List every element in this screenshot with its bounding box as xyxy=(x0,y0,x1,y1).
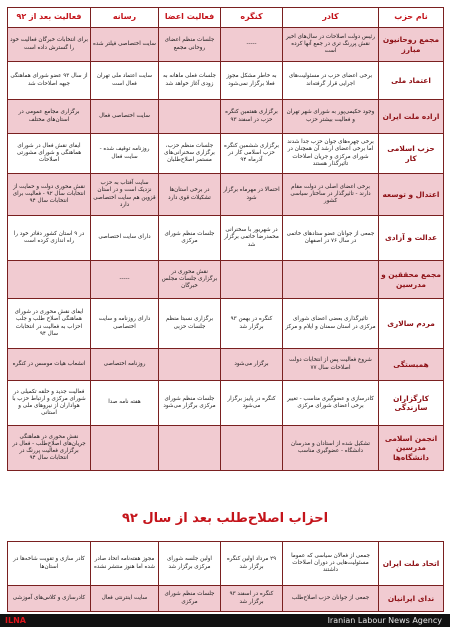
party-name: مجمع روحانیون مبارز xyxy=(379,28,444,62)
party-name: اراده ملت ایران xyxy=(379,100,444,134)
cell-cadre: وجود حکیمی‌پور به شورای شهر تهران و فعالیت بیشتر حزب xyxy=(283,100,379,134)
party-name: اعتدال و توسعه xyxy=(379,174,444,216)
party-name: حزب اسلامی کار xyxy=(379,134,444,174)
cell-after92: نقش محوری در هماهنگی جریان‌های اصلاح‌طلب - فعال در برگزاری فعالیت پررنگ در انتخابات سال ۹۴ xyxy=(8,426,91,471)
table-row xyxy=(8,586,444,612)
party-name: مردم سالاری xyxy=(379,299,444,349)
party-name: اتحاد ملت ایران xyxy=(379,542,444,586)
cell-members: در برخی استان‌ها تشکیلات قوی دارد xyxy=(159,174,221,216)
table-row xyxy=(8,542,444,586)
cell-cadre: شروع فعالیت پس از انتخابات دولت اصلاحات سال ۷۷ xyxy=(283,349,379,381)
cell-congress: به خاطر مشکل مجوز فعلا برگزار نمی‌شود xyxy=(221,62,283,100)
party-name: کارگزاران سازندگی xyxy=(379,381,444,426)
cell-cadre: کادرسازی و عضوگیری مناسب - تغییر برخی اعضای شورای مرکزی xyxy=(283,381,379,426)
header-members: فعالیت اعضا xyxy=(159,8,221,28)
cell-members: جلسات منظم شورای مرکزی xyxy=(159,216,221,261)
cell-congress: ۲۹ مرداد اولین کنگره برگزار شد xyxy=(221,542,283,586)
new-parties-table xyxy=(7,541,444,612)
cell-congress: در شهریور با سخنرانی محمدرضا خاتمی برگزار شد xyxy=(221,216,283,261)
header-congress: کنگره xyxy=(221,8,283,28)
cell-members: جلسات منظم شورای مرکزی برگزار می‌شود xyxy=(159,381,221,426)
cell-members: جلسات منظم شورای مرکزی xyxy=(159,586,221,612)
section-title: احزاب اصلاح‌طلب بعد از سال ۹۲ xyxy=(121,511,329,526)
cell-cadre: جمعی از جوانان عضو ستادهای خاتمی در سال ۷۶ در اصفهان xyxy=(283,216,379,261)
cell-cadre: رئیس دولت اصلاحات در سال‌های اخیر نقش پررنگ تری در جمع آنها کرده است xyxy=(283,28,379,62)
agency-name: Iranian Labour News Agency xyxy=(327,616,442,625)
table-row xyxy=(8,349,444,381)
cell-after92: ایفای نقش محوری در شورای هماهنگی اصلاح طلب و جلب احزاب به فعالیت در انتخابات سال ۹۴ xyxy=(8,299,91,349)
parties-table xyxy=(7,7,444,471)
party-name: عدالت و آزادی xyxy=(379,216,444,261)
cell-cadre: برخی اعضای حزب در مسئولیت‌های اجرایی قرار گرفته‌اند xyxy=(283,62,379,100)
table-row xyxy=(8,261,444,299)
footer-bar xyxy=(0,614,450,627)
table-row xyxy=(8,134,444,174)
cell-after92: برگزاری مجامع عمومی در استان‌های مختلف xyxy=(8,100,91,134)
cell-congress: ----- xyxy=(221,28,283,62)
table-header-row xyxy=(8,8,444,28)
cell-members xyxy=(159,349,221,381)
cell-congress: برگزاری هفتمین کنگره حزب در اسفند ۹۳ xyxy=(221,100,283,134)
cell-members xyxy=(159,426,221,471)
cell-media xyxy=(91,426,159,471)
cell-media: سایت اینترنتی فعال xyxy=(91,586,159,612)
table-row xyxy=(8,216,444,261)
table-row xyxy=(8,62,444,100)
table-row xyxy=(8,381,444,426)
cell-media: سایت اعتماد ملی تهران فعال است xyxy=(91,62,159,100)
cell-after92: در ۹ استان کشور دفاتر خود را راه اندازی کرده است xyxy=(8,216,91,261)
cell-after92 xyxy=(8,261,91,299)
cell-congress: برگزاری ششمین کنگره حزب اسلامی کار در آذرماه ۹۴ xyxy=(221,134,283,174)
cell-cadre: جمعی از فعالان سیاسی که عموما مسئولیت‌هایی در دوران اصلاحات داشتند xyxy=(283,542,379,586)
cell-members: برگزاری نسبتا منظم جلسات حزبی xyxy=(159,299,221,349)
cell-after92: کادرسازی و کلاس‌های آموزشی xyxy=(8,586,91,612)
cell-members: نقش محوری در برگزاری جلسات مجلس خبرگان xyxy=(159,261,221,299)
cell-congress: احتمالا در مهرماه برگزار شود xyxy=(221,174,283,216)
agency-logo: ILNA xyxy=(5,616,26,625)
cell-cadre: برخی اعضای اصلی در دولت مقام دارند - تاثیرگذار در ساختار سیاسی کشور xyxy=(283,174,379,216)
cell-members: جلسات منظم اعضای روحانی مجمع xyxy=(159,28,221,62)
cell-congress xyxy=(221,261,283,299)
cell-after92: از سال ۹۳ عضو شورای هماهنگی جبهه اصلاحات شد xyxy=(8,62,91,100)
table-row xyxy=(8,28,444,62)
table-row xyxy=(8,299,444,349)
cell-congress: کنگره در پاییز برگزار می‌شود xyxy=(221,381,283,426)
header-after92: فعالیت بعد از ۹۲ xyxy=(8,8,91,28)
cell-after92: برای انتخابات خبرگان فعالیت خود را گسترش داده است xyxy=(8,28,91,62)
party-name: همبستگی xyxy=(379,349,444,381)
cell-after92: ایفای نقش فعال در شورای هماهنگی و شورای مشورتی اصلاحات xyxy=(8,134,91,174)
cell-after92: انشعاب هیات موسس در کنگره xyxy=(8,349,91,381)
cell-media: روزنامه توقیف شده - سایت فعال xyxy=(91,134,159,174)
cell-cadre: جمعی از جوانان حزب اصلاح‌طلب xyxy=(283,586,379,612)
party-name: مجمع محققین و مدرسین xyxy=(379,261,444,299)
header-party: نام حزب xyxy=(379,8,444,28)
cell-after92: فعالیت جدید و حلقه تکمیلی در شورای مرکزی و ارتباط حزب با هواداران از نیروهای ملی و استانی xyxy=(8,381,91,426)
cell-media: مجوز هفته‌نامه اتحاد صادر شده اما هنوز منتشر نشده xyxy=(91,542,159,586)
cell-media: سایت اختصاصی فیلتر شده xyxy=(91,28,159,62)
cell-media: سایت اختصاصی فعال xyxy=(91,100,159,134)
cell-media: هفته نامه صدا xyxy=(91,381,159,426)
cell-congress: برگزار می‌شود xyxy=(221,349,283,381)
party-name: اعتماد ملی xyxy=(379,62,444,100)
cell-members: جلسات منظم حزب، برگزاری سخنرانی‌های مستمر اصلاح‌طلبان xyxy=(159,134,221,174)
cell-media: روزنامه اختصاصی xyxy=(91,349,159,381)
table-row xyxy=(8,100,444,134)
cell-members: اولین جلسه شورای مرکزی برگزار شد xyxy=(159,542,221,586)
cell-media: دارای سایت اختصاصی xyxy=(91,216,159,261)
cell-media: سایت آفتاب به حزب نزدیک است و در استان قزوین هم سایت اختصاصی دارد xyxy=(91,174,159,216)
cell-congress: کنگره در بهمن ۹۳ برگزار شد xyxy=(221,299,283,349)
party-name: انجمن اسلامی مدرسین دانشگاه‌ها xyxy=(379,426,444,471)
cell-members: جلسات فعلی ماهانه به زودی آغاز خواهد شد xyxy=(159,62,221,100)
cell-congress xyxy=(221,426,283,471)
cell-cadre: برخی چهره‌های جوان حزب جدا شدند اما برخی اعضای ارشد آن همچنان در شورای مرکزی و جریان اصلاحات تاثیرگذار هستند xyxy=(283,134,379,174)
cell-media: دارای روزنامه و سایت اختصاصی xyxy=(91,299,159,349)
cell-after92: نقش محوری دولت و حمایت از انتخابات سال ۹۲ - فعالیت برای انتخابات سال ۹۴ xyxy=(8,174,91,216)
cell-cadre: تشکیل شده از استادان و مدرسان دانشگاه - عضوگیری مناسب xyxy=(283,426,379,471)
cell-congress: کنگره در اسفند ۹۳ برگزار شد xyxy=(221,586,283,612)
cell-members xyxy=(159,100,221,134)
cell-cadre: تاثیرگذاری بعضی اعضای شورای مرکزی در استان سمنان و ایلام و مرکز xyxy=(283,299,379,349)
table-row xyxy=(8,174,444,216)
header-media: رسانه xyxy=(91,8,159,28)
cell-after92: کادر سازی و تقویت شاخه‌ها در استان‌ها xyxy=(8,542,91,586)
header-cadre: کادر xyxy=(283,8,379,28)
cell-cadre xyxy=(283,261,379,299)
table-row xyxy=(8,426,444,471)
cell-media: ----- xyxy=(91,261,159,299)
party-name: ندای ایرانیان xyxy=(379,586,444,612)
